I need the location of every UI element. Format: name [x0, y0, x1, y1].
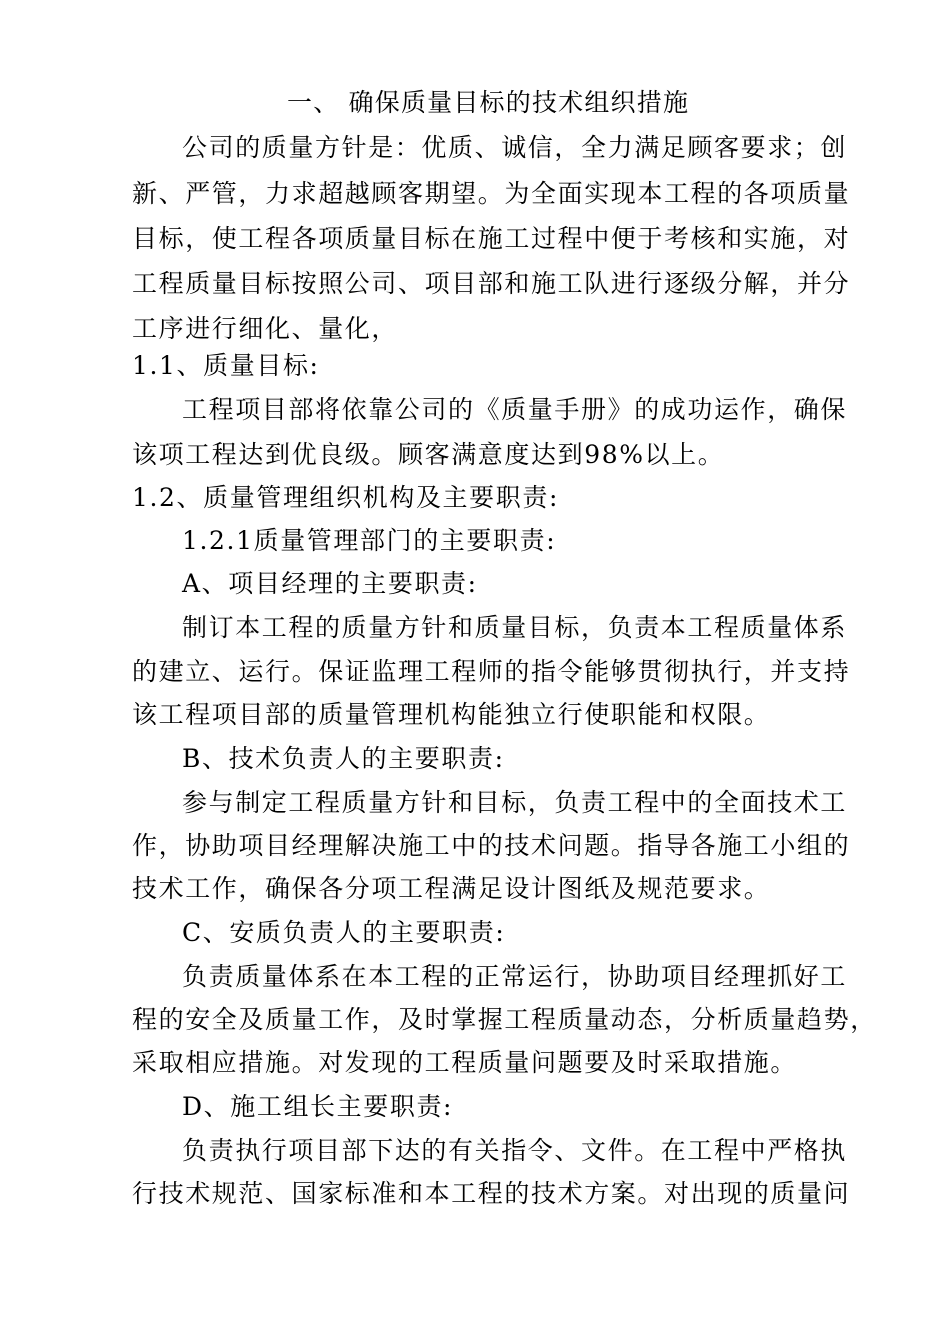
paragraph-line: 目标，使工程各项质量目标在施工过程中便于考核和实施，对 — [132, 224, 851, 253]
paragraph-line: 新、严管，力求超越顾客期望。为全面实现本工程的各项质量 — [132, 179, 851, 208]
paragraph-line: 程的安全及质量工作，及时掌握工程质量动态，分析质量趋势， — [132, 1005, 877, 1034]
role-heading: D、施工组长主要职责: — [182, 1092, 454, 1121]
paragraph-line: 的建立、运行。保证监理工程师的指令能够贯彻执行，并支持 — [132, 657, 851, 686]
role-heading: A、项目经理的主要职责: — [182, 569, 478, 598]
paragraph-line: 工程质量目标按照公司、项目部和施工队进行逐级分解，并分 — [132, 269, 851, 298]
section-title: 一、 确保质量目标的技术组织措施 — [287, 88, 690, 117]
paragraph-line: 制订本工程的质量方针和质量目标，负责本工程质量体系 — [182, 613, 848, 642]
paragraph-line: 作，协助项目经理解决施工中的技术问题。指导各施工小组的 — [132, 831, 851, 860]
role-heading: B、技术负责人的主要职责: — [182, 744, 505, 773]
paragraph-line: 负责执行项目部下达的有关指令、文件。在工程中严格执 — [182, 1136, 848, 1165]
paragraph-line: 该项工程达到优良级。顾客满意度达到98%以上。 — [132, 440, 725, 469]
subsection-heading: 1.1、质量目标: — [132, 351, 320, 380]
paragraph-line: 参与制定工程质量方针和目标，负责工程中的全面技术工 — [182, 788, 848, 817]
paragraph-line: 公司的质量方针是：优质、诚信，全力满足顾客要求；创 — [182, 133, 848, 162]
role-heading: C、安质负责人的主要职责: — [182, 918, 506, 947]
paragraph-line: 技术工作，确保各分项工程满足设计图纸及规范要求。 — [132, 874, 771, 903]
paragraph-line: 负责质量体系在本工程的正常运行，协助项目经理抓好工 — [182, 962, 848, 991]
subsection-heading: 1.2.1质量管理部门的主要职责: — [182, 526, 557, 555]
paragraph-line: 采取相应措施。对发现的工程质量问题要及时采取措施。 — [132, 1048, 798, 1077]
paragraph-line: 行技术规范、国家标准和本工程的技术方案。对出现的质量问 — [132, 1179, 851, 1208]
subsection-heading: 1.2、质量管理组织机构及主要职责: — [132, 483, 559, 512]
paragraph-line: 工序进行细化、量化， — [132, 314, 399, 343]
paragraph-line: 该工程项目部的质量管理机构能独立行使职能和权限。 — [132, 700, 771, 729]
paragraph-line: 工程项目部将依靠公司的《质量手册》的成功运作，确保 — [182, 395, 848, 424]
